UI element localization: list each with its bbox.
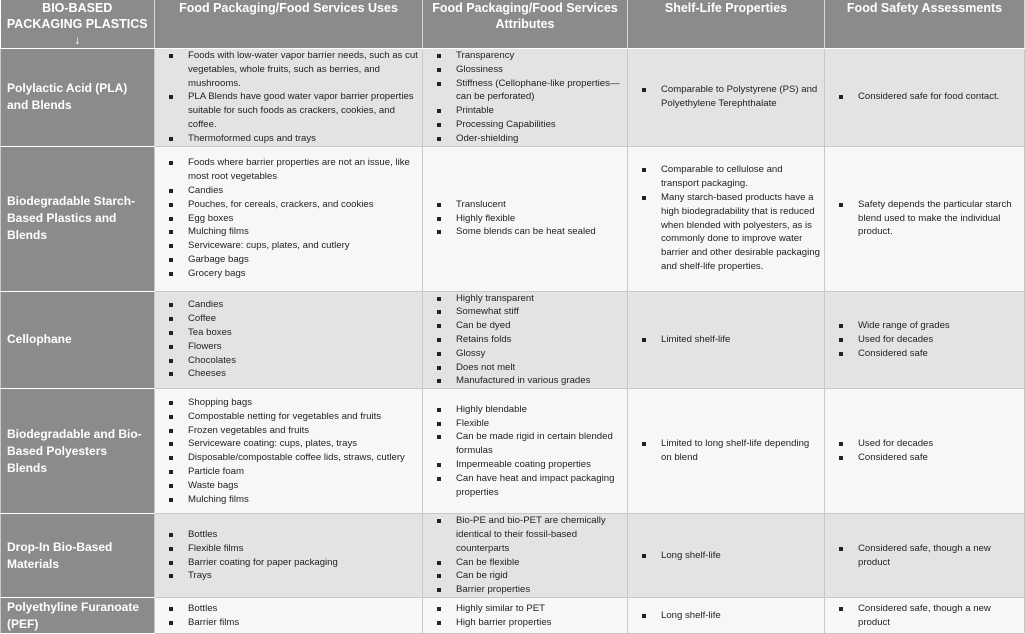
bullet-item: Retains folds — [427, 333, 623, 347]
food-safety-cell — [825, 49, 1025, 147]
bullet-item: Highly blendable — [427, 403, 623, 417]
bullet-list — [632, 609, 820, 623]
header-materials: BIO-BASED PACKAGING PLASTICS ↓ — [1, 0, 155, 49]
bullet-item: Chocolates — [159, 354, 418, 368]
bullet-item: Transparency — [427, 49, 623, 63]
bullet-item: Highly similar to PET — [427, 602, 623, 616]
bullet-item: Thermoformed cups and trays — [159, 132, 418, 146]
food-safety-cell — [825, 146, 1025, 291]
table-row — [1, 146, 1025, 291]
bullet-item: Can be dyed — [427, 319, 623, 333]
table-row — [1, 49, 1025, 147]
bullet-item: Does not melt — [427, 361, 623, 375]
bullet-list — [159, 396, 418, 506]
shelf-life-cell — [628, 389, 825, 514]
table-row — [1, 291, 1025, 389]
bullet-item: Limited shelf-life — [632, 333, 820, 347]
food-safety-cell — [825, 291, 1025, 389]
bullet-item: Highly flexible — [427, 212, 623, 226]
bullet-item: Serviceware coating: cups, plates, trays — [159, 437, 418, 451]
bullet-list — [427, 403, 623, 500]
bullet-item: Bottles — [159, 602, 418, 616]
bullet-list — [632, 333, 820, 347]
bullet-list — [427, 198, 623, 239]
bullet-item: Long shelf-life — [632, 549, 820, 563]
attributes-cell — [423, 146, 628, 291]
bullet-item: Considered safe, though a new product — [829, 602, 1020, 630]
bullet-item: Candies — [159, 184, 418, 198]
bullet-item: Waste bags — [159, 479, 418, 493]
bullet-item: Highly transparent — [427, 292, 623, 306]
bullet-list — [159, 602, 418, 630]
bullet-item: Translucent — [427, 198, 623, 212]
bullet-item: Can be flexible — [427, 556, 623, 570]
uses-cell — [155, 389, 423, 514]
bullet-item: Processing Capabilities — [427, 118, 623, 132]
material-name: Polylactic Acid (PLA) and Blends — [1, 49, 155, 147]
material-name: Drop-In Bio-Based Materials — [1, 514, 155, 598]
header-uses: Food Packaging/Food Services Uses — [155, 0, 423, 49]
bullet-list — [829, 319, 1020, 360]
material-name: Biodegradable and Bio-Based Polyesters Blends — [1, 389, 155, 514]
bullet-item: Barrier coating for paper packaging — [159, 556, 418, 570]
table-body — [1, 49, 1025, 634]
bullet-item: Used for decades — [829, 333, 1020, 347]
bullet-list — [427, 514, 623, 597]
bullet-item: Limited to long shelf-life depending on blend — [632, 437, 820, 465]
bullet-item: Mulching films — [159, 225, 418, 239]
bullet-item: Considered safe for food contact. — [829, 90, 1020, 104]
bullet-item: Bottles — [159, 528, 418, 542]
bullet-list — [159, 156, 418, 280]
bullet-item: Long shelf-life — [632, 609, 820, 623]
table-row — [1, 598, 1025, 634]
shelf-life-cell — [628, 49, 825, 147]
bullet-list — [632, 437, 820, 465]
table-row — [1, 514, 1025, 598]
bullet-item: Disposable/compostable coffee lids, straws, cutlery — [159, 451, 418, 465]
shelf-life-cell — [628, 514, 825, 598]
bullet-item: Considered safe — [829, 451, 1020, 465]
bullet-item: Printable — [427, 104, 623, 118]
bullet-item: Stiffness (Cellophane-like properties—can be perforated) — [427, 77, 623, 105]
bullet-list — [427, 292, 623, 389]
bullet-list — [159, 49, 418, 146]
bullet-item: Shopping bags — [159, 396, 418, 410]
attributes-cell — [423, 291, 628, 389]
material-name: Cellophane — [1, 291, 155, 389]
uses-cell — [155, 514, 423, 598]
bullet-item: Considered safe — [829, 347, 1020, 361]
attributes-cell — [423, 49, 628, 147]
bullet-item: Glossiness — [427, 63, 623, 77]
shelf-life-cell — [628, 598, 825, 634]
bullet-item: Comparable to Polystyrene (PS) and Polyethylene Terephthalate — [632, 83, 820, 111]
bullet-item: High barrier properties — [427, 616, 623, 630]
bullet-list — [829, 198, 1020, 239]
bullet-item: Serviceware: cups, plates, and cutlery — [159, 239, 418, 253]
bullet-item: Mulching films — [159, 493, 418, 507]
bullet-item: Grocery bags — [159, 267, 418, 281]
bullet-item: Can have heat and impact packaging properties — [427, 472, 623, 500]
bullet-list — [632, 83, 820, 111]
bullet-item: Glossy — [427, 347, 623, 361]
shelf-life-cell — [628, 291, 825, 389]
table-row — [1, 389, 1025, 514]
bullet-item: Manufactured in various grades — [427, 374, 623, 388]
uses-cell — [155, 291, 423, 389]
bullet-list — [632, 163, 820, 273]
bullet-item: Frozen vegetables and fruits — [159, 424, 418, 438]
bullet-list — [829, 542, 1020, 570]
bullet-item: PLA Blends have good water vapor barrier properties suitable for such foods as crackers, cookies, and coffee. — [159, 90, 418, 131]
uses-cell — [155, 146, 423, 291]
bullet-item: Bio-PE and bio-PET are chemically identical to their fossil-based counterparts — [427, 514, 623, 555]
food-safety-cell — [825, 598, 1025, 634]
attributes-cell — [423, 514, 628, 598]
bullet-item: Tea boxes — [159, 326, 418, 340]
bullet-list — [829, 602, 1020, 630]
bullet-item: Used for decades — [829, 437, 1020, 451]
bullet-item: Pouches, for cereals, crackers, and cookies — [159, 198, 418, 212]
bullet-list — [427, 602, 623, 630]
bullet-item: Compostable netting for vegetables and fruits — [159, 410, 418, 424]
material-name: Polyethyline Furanoate (PEF) — [1, 598, 155, 634]
bullet-list — [427, 49, 623, 146]
uses-cell — [155, 49, 423, 147]
bullet-item: Flexible — [427, 417, 623, 431]
header-attributes: Food Packaging/Food Services Attributes — [423, 0, 628, 49]
attributes-cell — [423, 389, 628, 514]
bullet-item: Foods with low-water vapor barrier needs, such as cut vegetables, whole fruits, such as berries, and mushrooms. — [159, 49, 418, 90]
bullet-item: Many starch-based products have a high biodegradability that is reduced when blended with polyesters, as is commonly done to improve water barrier and other desirable packaging and shelf-life properties. — [632, 191, 820, 274]
material-name: Biodegradable Starch-Based Plastics and Blends — [1, 146, 155, 291]
bullet-list — [829, 90, 1020, 104]
bullet-item: Garbage bags — [159, 253, 418, 267]
bullet-item: Comparable to cellulose and transport packaging. — [632, 163, 820, 191]
bullet-item: Can be rigid — [427, 569, 623, 583]
bullet-item: Candies — [159, 298, 418, 312]
bullet-item: Oder-shielding — [427, 132, 623, 146]
header-food-safety: Food Safety Assessments — [825, 0, 1025, 49]
bullet-list — [829, 437, 1020, 465]
food-safety-cell — [825, 514, 1025, 598]
bullet-item: Some blends can be heat sealed — [427, 225, 623, 239]
bullet-item: Particle foam — [159, 465, 418, 479]
bullet-list — [159, 528, 418, 583]
bullet-item: Trays — [159, 569, 418, 583]
bullet-item: Can be made rigid in certain blended formulas — [427, 430, 623, 458]
attributes-cell — [423, 598, 628, 634]
shelf-life-cell — [628, 146, 825, 291]
bullet-item: Foods where barrier properties are not an issue, like most root vegetables — [159, 156, 418, 184]
uses-cell — [155, 598, 423, 634]
bullet-list — [632, 549, 820, 563]
food-safety-cell — [825, 389, 1025, 514]
bullet-item: Flexible films — [159, 542, 418, 556]
bullet-item: Egg boxes — [159, 212, 418, 226]
bullet-item: Somewhat stiff — [427, 305, 623, 319]
bullet-item: Barrier films — [159, 616, 418, 630]
bullet-item: Cheeses — [159, 367, 418, 381]
bullet-list — [159, 298, 418, 381]
bullet-item: Barrier properties — [427, 583, 623, 597]
bullet-item: Impermeable coating properties — [427, 458, 623, 472]
bullet-item: Flowers — [159, 340, 418, 354]
bullet-item: Wide range of grades — [829, 319, 1020, 333]
bullet-item: Coffee — [159, 312, 418, 326]
header-shelf-life: Shelf-Life Properties — [628, 0, 825, 49]
bullet-item: Safety depends the particular starch blend used to make the individual product. — [829, 198, 1020, 239]
bullet-item: Considered safe, though a new product — [829, 542, 1020, 570]
header-row — [1, 0, 1025, 49]
